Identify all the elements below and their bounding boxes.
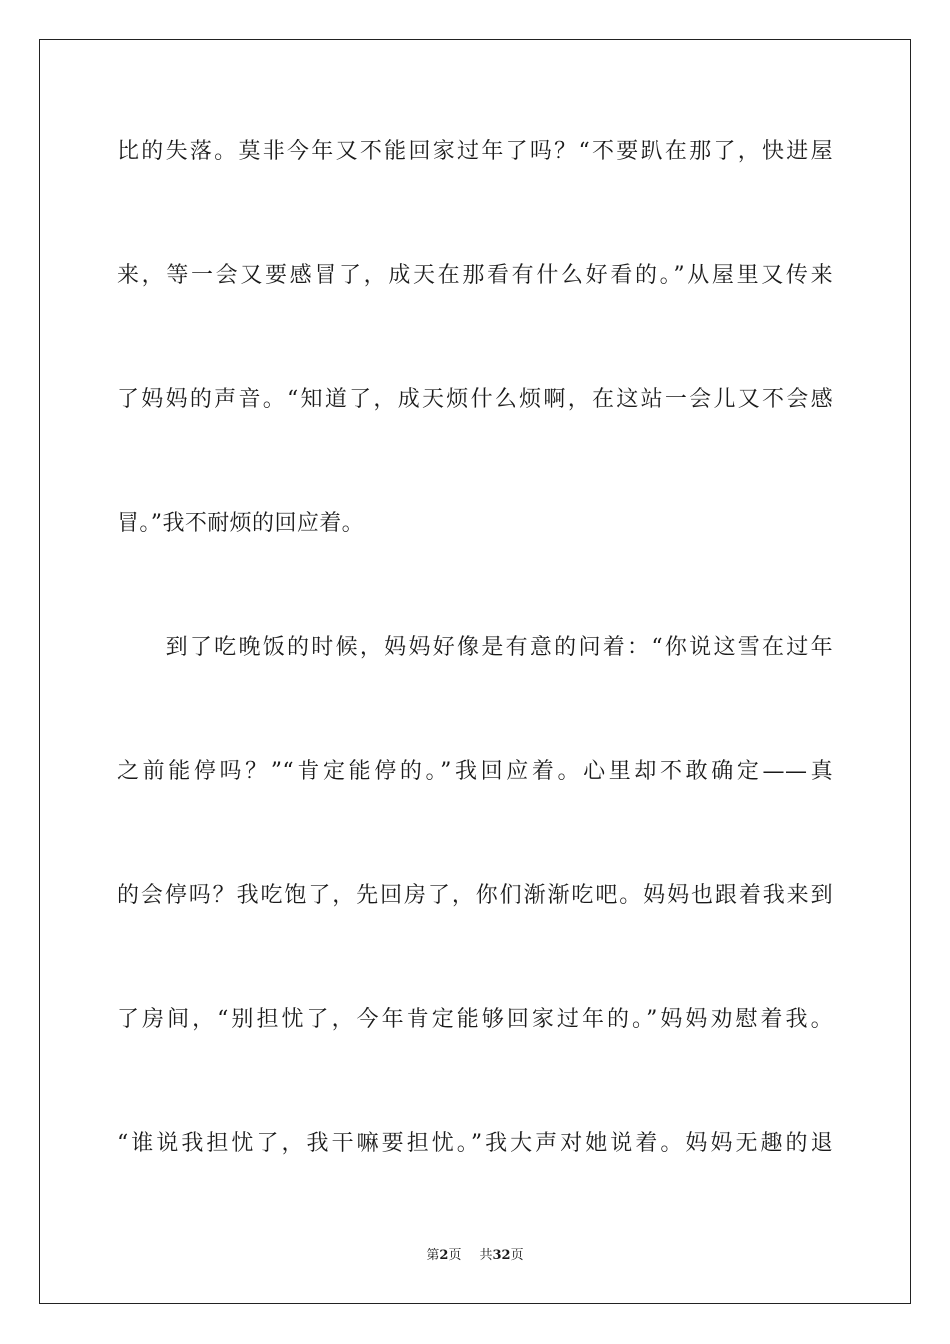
- total-label-prefix: 共: [479, 1248, 493, 1263]
- body-text-line: “谁说我担忧了，我干嘛要担忧。”我大声对她说着。妈妈无趣的退: [117, 1131, 833, 1156]
- body-text-line: 冒。”我不耐烦的回应着。: [117, 511, 365, 536]
- total-pages: 32: [492, 1248, 511, 1263]
- page-footer: [0, 1247, 950, 1265]
- total-label-suffix: 页: [510, 1248, 524, 1263]
- page-number: 2: [439, 1248, 449, 1263]
- body-text-line: 了房间，“别担忧了，今年肯定能够回家过年的。”妈妈劝慰着我。: [117, 1007, 833, 1032]
- body-text-line: 到了吃晚饭的时候，妈妈好像是有意的问着：“你说这雪在过年: [117, 635, 833, 660]
- page-border: [39, 39, 911, 1304]
- body-text-line: 的会停吗？我吃饱了，先回房了，你们渐渐吃吧。妈妈也跟着我来到: [117, 883, 833, 908]
- body-text-line: 了妈妈的声音。“知道了，成天烦什么烦啊，在这站一会儿又不会感: [117, 387, 833, 412]
- body-text-line: 之前能停吗？”“肯定能停的。”我回应着。心里却不敢确定——真: [117, 759, 833, 784]
- page-label-prefix: 第: [426, 1248, 440, 1263]
- body-text-line: 比的失落。莫非今年又不能回家过年了吗？“不要趴在那了，快进屋: [117, 139, 833, 164]
- body-text-line: 来，等一会又要感冒了，成天在那看有什么好看的。”从屋里又传来: [117, 263, 833, 288]
- page-label-suffix: 页: [448, 1248, 462, 1263]
